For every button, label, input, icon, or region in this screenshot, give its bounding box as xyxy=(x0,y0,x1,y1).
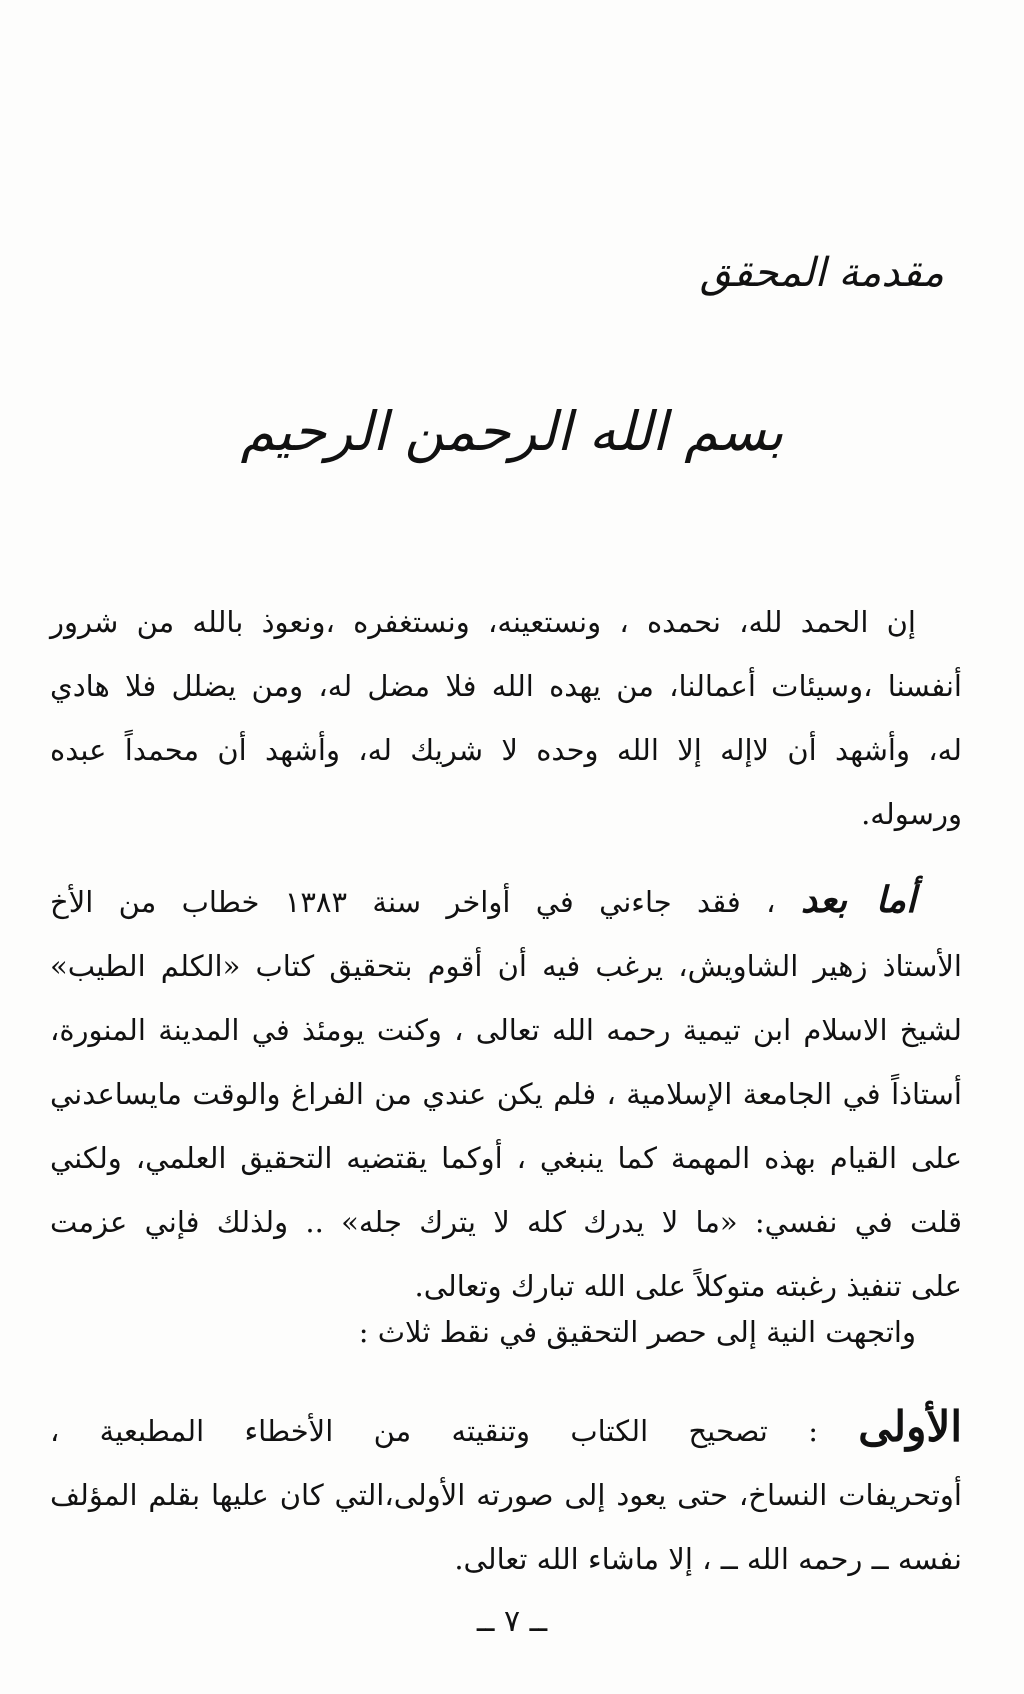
text-line: له، وأشهد أن لاإله إلا الله وحده لا شريك له، وأشهد أن محمداً عبده xyxy=(50,733,962,767)
text-line: أوتحريفات النساخ، حتى يعود إلى صورته الأولى،التي كان عليها بقلم المؤلف xyxy=(50,1478,962,1512)
text-line: ورسوله. xyxy=(861,797,962,831)
page-number: ــ ٧ ــ xyxy=(476,1604,548,1639)
text-line xyxy=(50,868,962,934)
text-span: : تصحيح الكتاب وتنقيته من الأخطاء المطبعية ، xyxy=(50,1414,818,1448)
section-title: مقدمة المحقق xyxy=(699,250,944,296)
text-line: على القيام بهذه المهمة كما ينبغي ، أوكما يقتضيه التحقيق العلمي، ولكني xyxy=(50,1141,962,1175)
text-line: أستاذاً في الجامعة الإسلامية ، فلم يكن عندي من الفراغ والوقت مايساعدني xyxy=(50,1077,962,1111)
text-line: على تنفيذ رغبته متوكلاً على الله تبارك وتعالى. xyxy=(414,1269,962,1303)
text-line: قلت في نفسي: «ما لا يدرك كله لا يترك جله» .. ولذلك فإني عزمت xyxy=(50,1205,962,1239)
paragraph-intent xyxy=(50,1300,962,1364)
text-line: واتجهت النية إلى حصر التحقيق في نقط ثلاث : xyxy=(358,1315,916,1349)
paragraph-first-point xyxy=(50,1395,962,1591)
lead-word: أما بعد xyxy=(800,879,916,921)
text-line: نفسه ــ رحمه الله ــ ، إلا ماشاء الله تعالى. xyxy=(454,1542,962,1576)
lead-word: الأولى xyxy=(858,1402,963,1451)
text-line xyxy=(50,1395,962,1463)
text-line: لشيخ الاسلام ابن تيمية رحمه الله تعالى ، وكنت يومئذ في المدينة المنورة، xyxy=(50,1013,962,1047)
text-line: الأستاذ زهير الشاويش، يرغب فيه أن أقوم بتحقيق كتاب «الكلم الطيب» xyxy=(50,949,962,983)
text-line: أنفسنا ،وسيئات أعمالنا، من يهده الله فلا مضل له، ومن يضلل فلا هادي xyxy=(50,669,962,703)
text-span: ، فقد جاءني في أواخر سنة ١٣٨٣ خطاب من الأخ xyxy=(50,885,776,919)
text-line: إن الحمد لله، نحمده ، ونستعينه، ونستغفره ،ونعوذ بالله من شرور xyxy=(50,605,916,639)
basmala-heading: بسم الله الرحمن الرحيم xyxy=(240,400,784,463)
paragraph-amma-bad xyxy=(50,868,962,1318)
paragraph-opening-praise xyxy=(50,590,962,846)
